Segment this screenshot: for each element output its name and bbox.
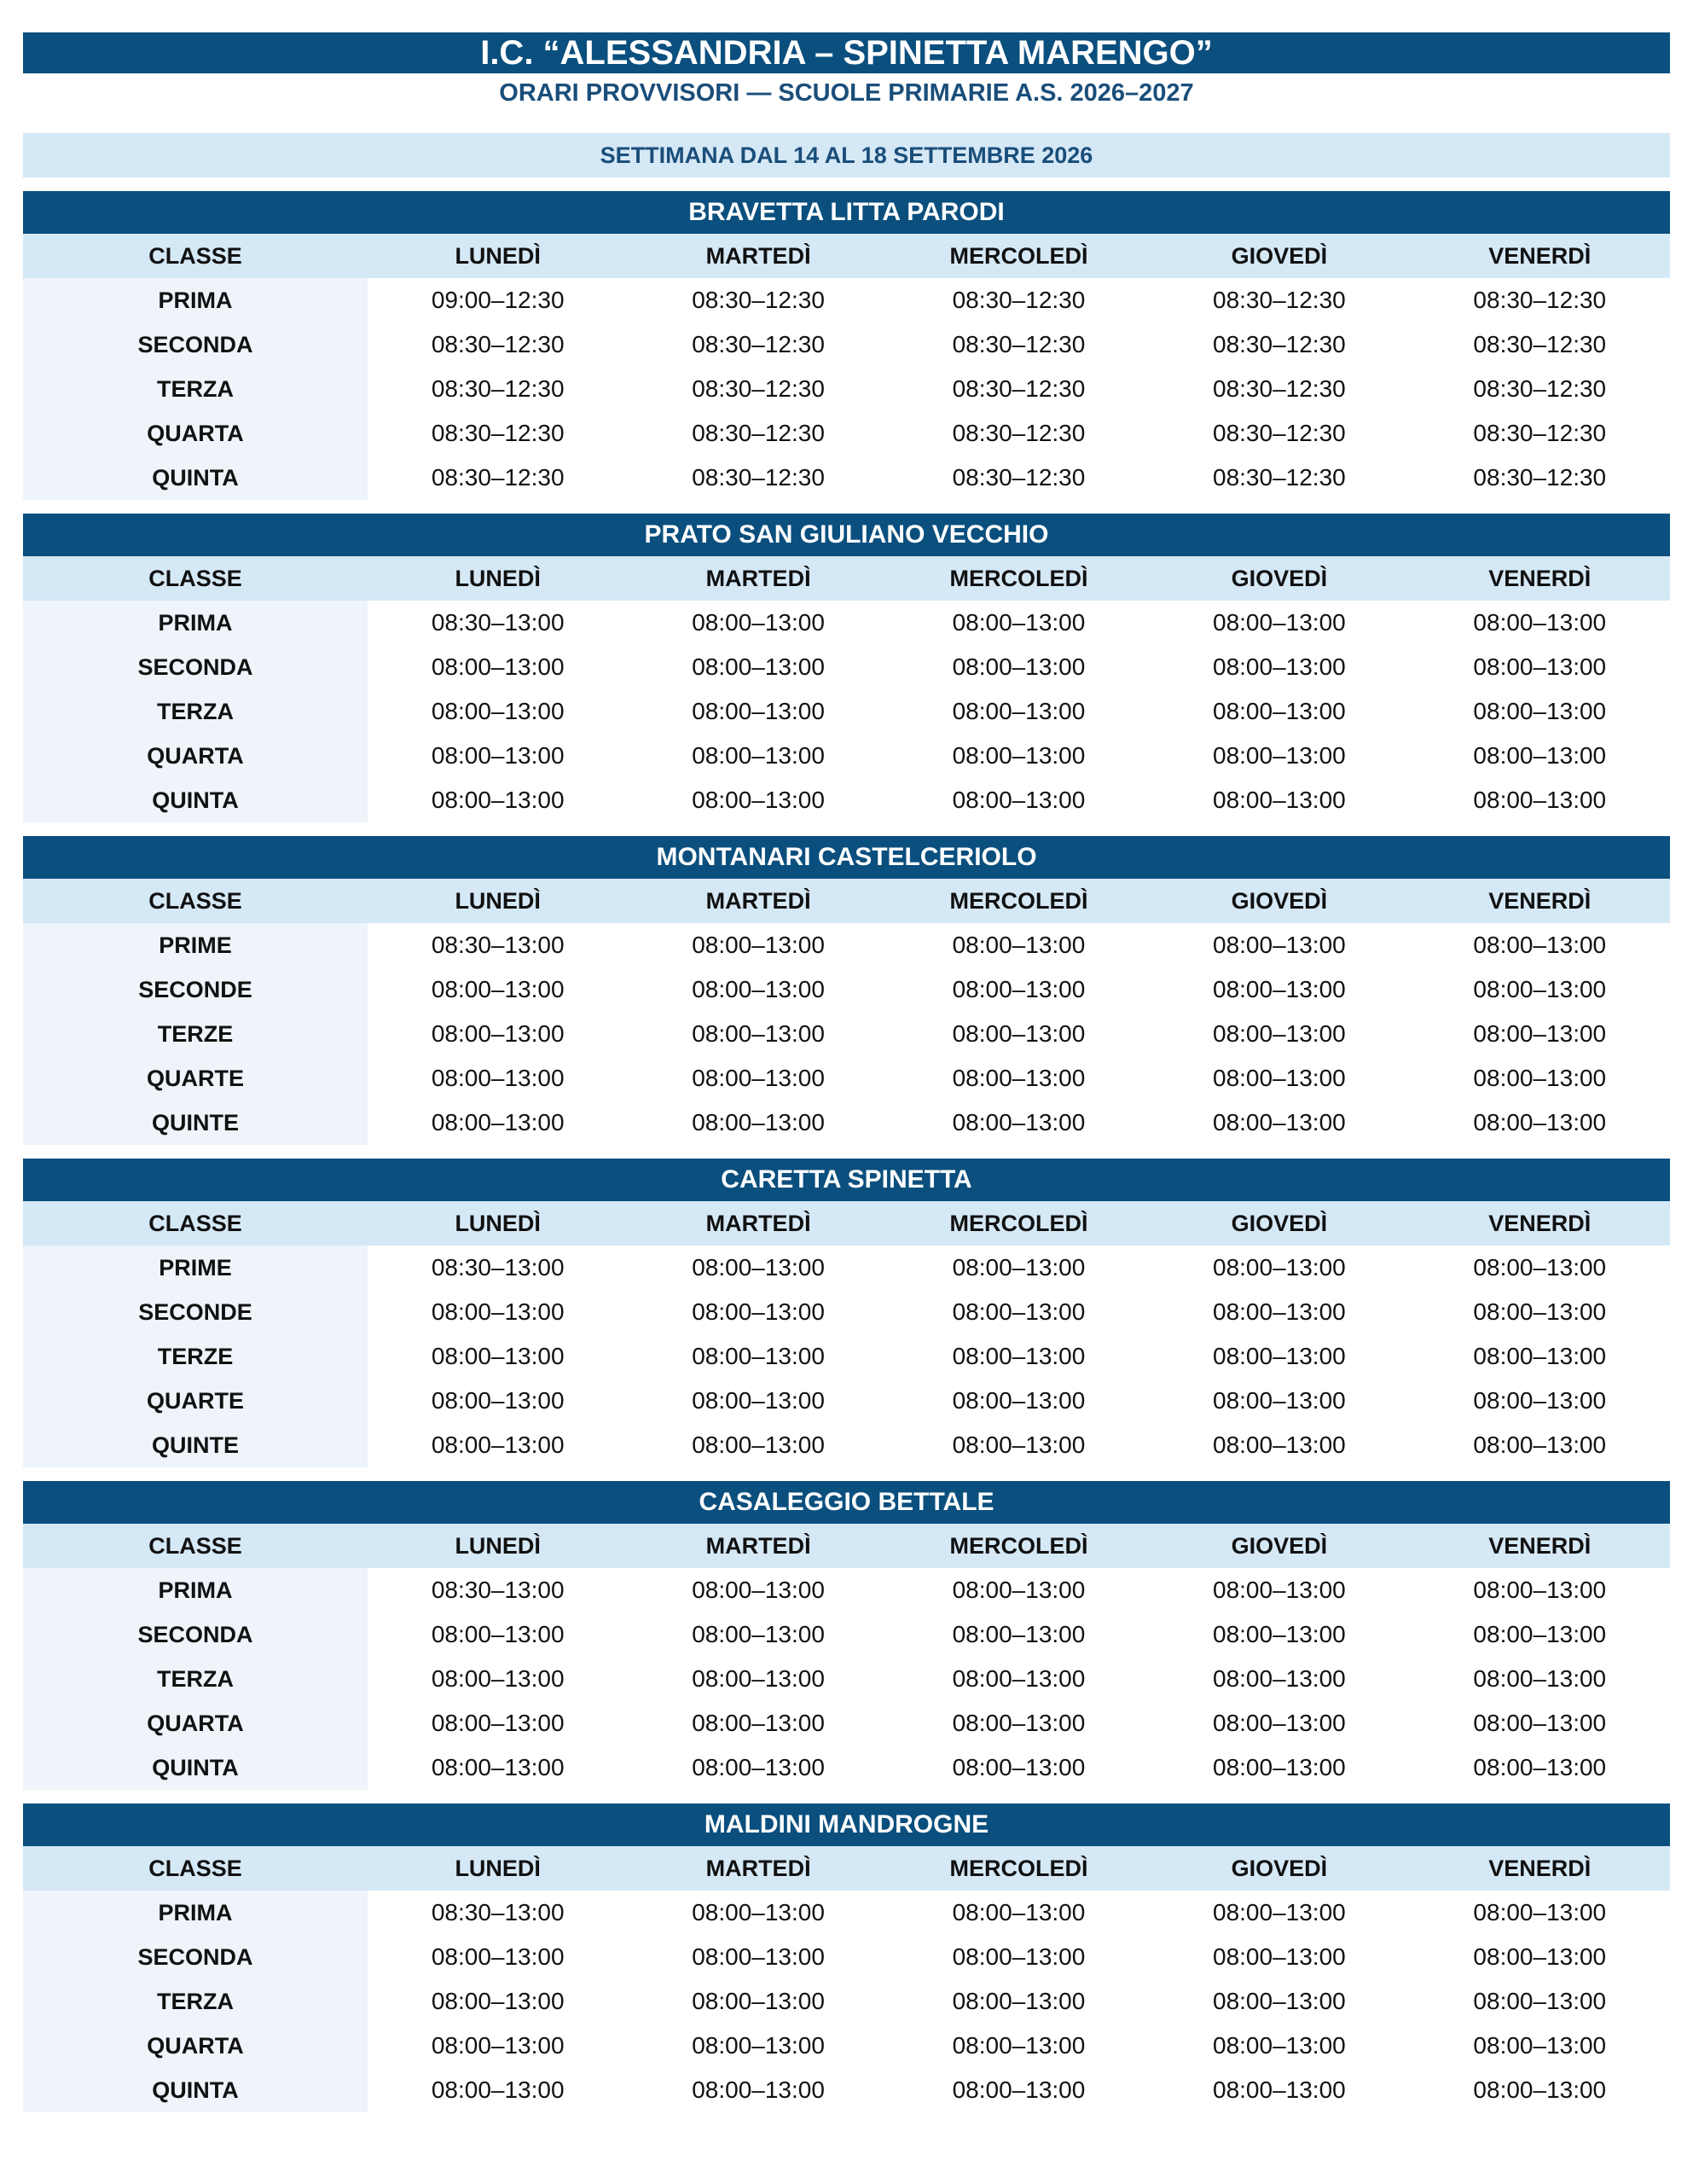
class-name-cell: QUINTA xyxy=(23,456,368,500)
class-name-cell: PRIMA xyxy=(23,1568,368,1612)
time-cell: 08:00–13:00 xyxy=(952,698,1086,724)
time-cell: 08:00–13:00 xyxy=(952,932,1086,958)
table-row xyxy=(23,2068,1670,2112)
column-header-classe: CLASSE xyxy=(23,1524,368,1568)
column-header-day: MERCOLEDÌ xyxy=(889,1524,1149,1568)
time-cell: 08:30–13:00 xyxy=(431,609,565,636)
column-header-day: MERCOLEDÌ xyxy=(889,556,1149,601)
time-cell: 08:00–13:00 xyxy=(1213,976,1346,1002)
time-cell: 08:00–13:00 xyxy=(1213,609,1346,636)
table-row xyxy=(23,1246,1670,1290)
time-cell: 08:00–13:00 xyxy=(952,1387,1086,1414)
time-cell: 08:00–13:00 xyxy=(692,1387,825,1414)
column-header-day: GIOVEDÌ xyxy=(1149,1524,1409,1568)
schedule-table xyxy=(23,556,1670,822)
time-cell: 08:00–13:00 xyxy=(431,2077,565,2103)
time-cell: 08:00–13:00 xyxy=(1213,1020,1346,1047)
time-cell: 08:00–13:00 xyxy=(1473,1387,1607,1414)
time-cell: 08:30–12:30 xyxy=(431,375,565,402)
school-section xyxy=(23,191,1670,500)
schedule-table xyxy=(23,1524,1670,1790)
school-name: CARETTA SPINETTA xyxy=(23,1159,1670,1201)
table-row xyxy=(23,322,1670,367)
class-name-cell: QUINTA xyxy=(23,1745,368,1790)
time-cell: 08:00–13:00 xyxy=(431,1298,565,1325)
class-name-cell: PRIMA xyxy=(23,278,368,322)
class-name-cell: TERZE xyxy=(23,1012,368,1056)
time-cell: 08:00–13:00 xyxy=(692,1343,825,1369)
class-name-cell: TERZA xyxy=(23,367,368,411)
time-cell: 08:00–13:00 xyxy=(952,1020,1086,1047)
time-cell: 08:00–13:00 xyxy=(431,1988,565,2014)
time-cell: 08:00–13:00 xyxy=(692,698,825,724)
time-cell: 08:00–13:00 xyxy=(1473,2032,1607,2059)
time-cell: 08:00–13:00 xyxy=(952,1254,1086,1281)
time-cell: 08:30–12:30 xyxy=(1473,464,1607,491)
table-row xyxy=(23,734,1670,778)
time-cell: 08:00–13:00 xyxy=(952,2077,1086,2103)
time-cell: 08:00–13:00 xyxy=(1213,1754,1346,1780)
column-header-day: VENERDÌ xyxy=(1410,556,1670,601)
time-cell: 08:00–13:00 xyxy=(692,1577,825,1603)
document-subtitle: ORARI PROVVISORI — SCUOLE PRIMARIE A.S. 2026–2027 xyxy=(499,79,1194,107)
class-name-cell: QUARTE xyxy=(23,1056,368,1101)
time-cell: 08:00–13:00 xyxy=(952,742,1086,769)
time-cell: 08:00–13:00 xyxy=(692,653,825,680)
time-cell: 08:00–13:00 xyxy=(431,1943,565,1970)
table-row xyxy=(23,1012,1670,1056)
time-cell: 08:00–13:00 xyxy=(1473,1899,1607,1926)
school-section xyxy=(23,836,1670,1145)
time-cell: 08:30–13:00 xyxy=(431,1577,565,1603)
time-cell: 08:30–12:30 xyxy=(431,420,565,446)
time-cell: 08:00–13:00 xyxy=(431,1065,565,1091)
time-cell: 08:00–13:00 xyxy=(1473,1665,1607,1692)
time-cell: 08:00–13:00 xyxy=(431,976,565,1002)
time-cell: 08:00–13:00 xyxy=(692,1254,825,1281)
time-cell: 08:00–13:00 xyxy=(692,932,825,958)
column-header-day: VENERDÌ xyxy=(1410,234,1670,278)
time-cell: 08:00–13:00 xyxy=(431,1621,565,1647)
time-cell: 08:00–13:00 xyxy=(431,1665,565,1692)
column-header-day: MARTEDÌ xyxy=(628,1846,888,1891)
school-section xyxy=(23,1159,1670,1467)
column-header-day: GIOVEDÌ xyxy=(1149,1201,1409,1246)
column-header-day: LUNEDÌ xyxy=(368,1846,628,1891)
table-row xyxy=(23,1101,1670,1145)
time-cell: 08:00–13:00 xyxy=(692,976,825,1002)
time-cell: 08:30–12:30 xyxy=(1473,287,1607,313)
week-banner: SETTIMANA DAL 14 AL 18 SETTEMBRE 2026 xyxy=(23,133,1670,177)
time-cell: 08:00–13:00 xyxy=(431,742,565,769)
time-cell: 08:30–12:30 xyxy=(952,331,1086,357)
time-cell: 08:30–13:00 xyxy=(431,1899,565,1926)
time-cell: 08:00–13:00 xyxy=(431,1432,565,1458)
time-cell: 08:30–12:30 xyxy=(952,464,1086,491)
time-cell: 08:30–12:30 xyxy=(952,375,1086,402)
table-row xyxy=(23,1612,1670,1657)
time-cell: 08:00–13:00 xyxy=(692,1988,825,2014)
time-cell: 08:00–13:00 xyxy=(952,1943,1086,1970)
time-cell: 08:00–13:00 xyxy=(1473,1432,1607,1458)
time-cell: 08:00–13:00 xyxy=(431,1343,565,1369)
column-header-day: VENERDÌ xyxy=(1410,1524,1670,1568)
time-cell: 08:00–13:00 xyxy=(1473,1710,1607,1736)
time-cell: 08:00–13:00 xyxy=(952,976,1086,1002)
class-name-cell: QUARTA xyxy=(23,2024,368,2068)
time-cell: 08:00–13:00 xyxy=(1213,1943,1346,1970)
time-cell: 08:00–13:00 xyxy=(692,1943,825,1970)
table-row xyxy=(23,411,1670,456)
column-header-day: GIOVEDÌ xyxy=(1149,234,1409,278)
time-cell: 08:00–13:00 xyxy=(952,1710,1086,1736)
time-cell: 08:30–12:30 xyxy=(692,331,825,357)
time-cell: 08:00–13:00 xyxy=(431,1387,565,1414)
class-name-cell: TERZE xyxy=(23,1334,368,1379)
time-cell: 08:00–13:00 xyxy=(431,1109,565,1136)
school-name: PRATO SAN GIULIANO VECCHIO xyxy=(23,514,1670,556)
class-name-cell: SECONDE xyxy=(23,1290,368,1334)
time-cell: 08:00–13:00 xyxy=(692,1065,825,1091)
time-cell: 08:30–12:30 xyxy=(1473,375,1607,402)
table-header-row xyxy=(23,879,1670,923)
time-cell: 08:00–13:00 xyxy=(692,1899,825,1926)
time-cell: 08:00–13:00 xyxy=(952,1754,1086,1780)
time-cell: 08:00–13:00 xyxy=(1473,932,1607,958)
time-cell: 08:00–13:00 xyxy=(692,1020,825,1047)
table-row xyxy=(23,1379,1670,1423)
time-cell: 08:30–12:30 xyxy=(431,464,565,491)
time-cell: 08:00–13:00 xyxy=(952,1899,1086,1926)
time-cell: 08:00–13:00 xyxy=(952,1298,1086,1325)
document-body xyxy=(23,32,1670,2112)
table-row xyxy=(23,1423,1670,1467)
time-cell: 08:00–13:00 xyxy=(952,1065,1086,1091)
school-name: MONTANARI CASTELCERIOLO xyxy=(23,836,1670,879)
time-cell: 08:00–13:00 xyxy=(692,1298,825,1325)
column-header-day: LUNEDÌ xyxy=(368,1524,628,1568)
class-name-cell: SECONDA xyxy=(23,645,368,689)
column-header-classe: CLASSE xyxy=(23,556,368,601)
table-row xyxy=(23,1979,1670,2024)
time-cell: 08:00–13:00 xyxy=(692,609,825,636)
column-header-day: MARTEDÌ xyxy=(628,234,888,278)
column-header-classe: CLASSE xyxy=(23,1201,368,1246)
time-cell: 08:00–13:00 xyxy=(1213,1432,1346,1458)
table-row xyxy=(23,1290,1670,1334)
time-cell: 08:00–13:00 xyxy=(1473,698,1607,724)
column-header-day: MARTEDÌ xyxy=(628,556,888,601)
class-name-cell: SECONDA xyxy=(23,1612,368,1657)
time-cell: 08:00–13:00 xyxy=(1473,1020,1607,1047)
table-header-row xyxy=(23,1846,1670,1891)
time-cell: 08:00–13:00 xyxy=(1473,787,1607,813)
class-name-cell: SECONDE xyxy=(23,967,368,1012)
time-cell: 08:00–13:00 xyxy=(692,2032,825,2059)
time-cell: 08:30–12:30 xyxy=(1213,420,1346,446)
time-cell: 08:30–12:30 xyxy=(692,375,825,402)
column-header-day: VENERDÌ xyxy=(1410,879,1670,923)
table-header-row xyxy=(23,234,1670,278)
time-cell: 08:00–13:00 xyxy=(1473,1988,1607,2014)
time-cell: 08:00–13:00 xyxy=(1473,1343,1607,1369)
column-header-day: LUNEDÌ xyxy=(368,1201,628,1246)
table-row xyxy=(23,367,1670,411)
table-header-row xyxy=(23,556,1670,601)
school-name: BRAVETTA LITTA PARODI xyxy=(23,191,1670,234)
time-cell: 08:30–13:00 xyxy=(431,1254,565,1281)
class-name-cell: PRIMA xyxy=(23,1891,368,1935)
time-cell: 08:00–13:00 xyxy=(431,698,565,724)
time-cell: 08:00–13:00 xyxy=(1213,1343,1346,1369)
time-cell: 08:00–13:00 xyxy=(1213,932,1346,958)
time-cell: 08:30–12:30 xyxy=(952,287,1086,313)
school-name: MALDINI MANDROGNE xyxy=(23,1804,1670,1846)
time-cell: 08:00–13:00 xyxy=(952,1343,1086,1369)
time-cell: 08:00–13:00 xyxy=(952,1109,1086,1136)
time-cell: 08:00–13:00 xyxy=(431,2032,565,2059)
time-cell: 08:30–12:30 xyxy=(1213,287,1346,313)
class-name-cell: QUARTA xyxy=(23,1701,368,1745)
schedule-table xyxy=(23,1846,1670,2112)
time-cell: 08:00–13:00 xyxy=(1213,1665,1346,1692)
table-row xyxy=(23,1745,1670,1790)
time-cell: 08:30–12:30 xyxy=(1213,375,1346,402)
time-cell: 08:00–13:00 xyxy=(431,1020,565,1047)
time-cell: 08:00–13:00 xyxy=(1213,1298,1346,1325)
time-cell: 08:30–12:30 xyxy=(692,420,825,446)
class-name-cell: QUINTE xyxy=(23,1101,368,1145)
table-row xyxy=(23,1568,1670,1612)
table-header-row xyxy=(23,1201,1670,1246)
time-cell: 08:30–12:30 xyxy=(692,464,825,491)
time-cell: 08:00–13:00 xyxy=(692,742,825,769)
time-cell: 08:00–13:00 xyxy=(1213,1254,1346,1281)
time-cell: 08:00–13:00 xyxy=(1473,1109,1607,1136)
class-name-cell: QUARTE xyxy=(23,1379,368,1423)
time-cell: 08:30–12:30 xyxy=(952,420,1086,446)
time-cell: 08:00–13:00 xyxy=(1473,1298,1607,1325)
class-name-cell: SECONDA xyxy=(23,1935,368,1979)
class-name-cell: PRIME xyxy=(23,923,368,967)
column-header-day: LUNEDÌ xyxy=(368,879,628,923)
class-name-cell: QUINTA xyxy=(23,778,368,822)
time-cell: 08:00–13:00 xyxy=(1473,1943,1607,1970)
table-row xyxy=(23,278,1670,322)
time-cell: 08:00–13:00 xyxy=(952,1577,1086,1603)
time-cell: 08:00–13:00 xyxy=(692,2077,825,2103)
time-cell: 08:30–12:30 xyxy=(692,287,825,313)
time-cell: 08:00–13:00 xyxy=(952,1432,1086,1458)
time-cell: 08:00–13:00 xyxy=(431,787,565,813)
schedule-table xyxy=(23,234,1670,500)
column-header-day: MARTEDÌ xyxy=(628,879,888,923)
time-cell: 08:30–12:30 xyxy=(1213,464,1346,491)
time-cell: 08:00–13:00 xyxy=(952,787,1086,813)
time-cell: 08:00–13:00 xyxy=(1213,1387,1346,1414)
time-cell: 08:00–13:00 xyxy=(1473,1754,1607,1780)
time-cell: 08:00–13:00 xyxy=(1213,1710,1346,1736)
class-name-cell: TERZA xyxy=(23,689,368,734)
table-row xyxy=(23,689,1670,734)
time-cell: 08:00–13:00 xyxy=(952,2032,1086,2059)
time-cell: 08:00–13:00 xyxy=(1473,1577,1607,1603)
column-header-classe: CLASSE xyxy=(23,879,368,923)
table-row xyxy=(23,645,1670,689)
time-cell: 08:00–13:00 xyxy=(1473,1254,1607,1281)
column-header-day: MERCOLEDÌ xyxy=(889,879,1149,923)
time-cell: 08:30–13:00 xyxy=(431,932,565,958)
class-name-cell: SECONDA xyxy=(23,322,368,367)
column-header-day: LUNEDÌ xyxy=(368,234,628,278)
column-header-day: VENERDÌ xyxy=(1410,1846,1670,1891)
time-cell: 08:00–13:00 xyxy=(692,1432,825,1458)
table-header-row xyxy=(23,1524,1670,1568)
class-name-cell: QUARTA xyxy=(23,411,368,456)
class-name-cell: TERZA xyxy=(23,1979,368,2024)
school-section xyxy=(23,1804,1670,2112)
time-cell: 08:00–13:00 xyxy=(1213,2077,1346,2103)
time-cell: 08:00–13:00 xyxy=(952,609,1086,636)
table-row xyxy=(23,778,1670,822)
time-cell: 08:00–13:00 xyxy=(1213,1577,1346,1603)
time-cell: 08:00–13:00 xyxy=(431,1710,565,1736)
table-row xyxy=(23,1056,1670,1101)
column-header-day: LUNEDÌ xyxy=(368,556,628,601)
time-cell: 08:00–13:00 xyxy=(1213,1899,1346,1926)
time-cell: 08:00–13:00 xyxy=(952,1988,1086,2014)
time-cell: 08:00–13:00 xyxy=(1213,653,1346,680)
time-cell: 08:30–12:30 xyxy=(1213,331,1346,357)
time-cell: 08:30–12:30 xyxy=(1473,331,1607,357)
table-row xyxy=(23,967,1670,1012)
column-header-day: GIOVEDÌ xyxy=(1149,1846,1409,1891)
column-header-day: VENERDÌ xyxy=(1410,1201,1670,1246)
time-cell: 08:00–13:00 xyxy=(431,653,565,680)
column-header-day: MARTEDÌ xyxy=(628,1201,888,1246)
time-cell: 08:00–13:00 xyxy=(1213,698,1346,724)
time-cell: 08:00–13:00 xyxy=(1213,1065,1346,1091)
time-cell: 08:00–13:00 xyxy=(692,1109,825,1136)
table-row xyxy=(23,1657,1670,1701)
school-section xyxy=(23,1481,1670,1790)
class-name-cell: PRIME xyxy=(23,1246,368,1290)
time-cell: 08:00–13:00 xyxy=(1213,1109,1346,1136)
time-cell: 08:00–13:00 xyxy=(692,1665,825,1692)
table-row xyxy=(23,1891,1670,1935)
class-name-cell: QUARTA xyxy=(23,734,368,778)
document-title: I.C. “ALESSANDRIA – SPINETTA MARENGO” xyxy=(23,32,1670,73)
time-cell: 08:00–13:00 xyxy=(692,787,825,813)
time-cell: 08:00–13:00 xyxy=(1473,1065,1607,1091)
time-cell: 08:30–12:30 xyxy=(431,331,565,357)
time-cell: 08:00–13:00 xyxy=(1473,1621,1607,1647)
table-row xyxy=(23,2024,1670,2068)
table-row xyxy=(23,1935,1670,1979)
column-header-day: MARTEDÌ xyxy=(628,1524,888,1568)
table-row xyxy=(23,601,1670,645)
time-cell: 08:00–13:00 xyxy=(1213,1988,1346,2014)
time-cell: 08:00–13:00 xyxy=(1213,742,1346,769)
schedule-table xyxy=(23,879,1670,1145)
time-cell: 08:00–13:00 xyxy=(1473,976,1607,1002)
column-header-day: MERCOLEDÌ xyxy=(889,1201,1149,1246)
time-cell: 08:00–13:00 xyxy=(431,1754,565,1780)
time-cell: 08:00–13:00 xyxy=(1473,2077,1607,2103)
school-name: CASALEGGIO BETTALE xyxy=(23,1481,1670,1524)
class-name-cell: QUINTE xyxy=(23,1423,368,1467)
table-row xyxy=(23,456,1670,500)
class-name-cell: TERZA xyxy=(23,1657,368,1701)
time-cell: 08:00–13:00 xyxy=(1473,742,1607,769)
table-row xyxy=(23,1701,1670,1745)
time-cell: 08:30–12:30 xyxy=(1473,420,1607,446)
column-header-day: MERCOLEDÌ xyxy=(889,234,1149,278)
time-cell: 08:00–13:00 xyxy=(692,1710,825,1736)
time-cell: 08:00–13:00 xyxy=(1213,2032,1346,2059)
table-row xyxy=(23,923,1670,967)
column-header-classe: CLASSE xyxy=(23,1846,368,1891)
column-header-day: GIOVEDÌ xyxy=(1149,879,1409,923)
time-cell: 08:00–13:00 xyxy=(692,1621,825,1647)
time-cell: 08:00–13:00 xyxy=(952,1621,1086,1647)
school-section xyxy=(23,514,1670,822)
schools-container xyxy=(23,191,1670,2112)
time-cell: 08:00–13:00 xyxy=(952,653,1086,680)
time-cell: 08:00–13:00 xyxy=(1473,609,1607,636)
time-cell: 08:00–13:00 xyxy=(1213,787,1346,813)
class-name-cell: QUINTA xyxy=(23,2068,368,2112)
time-cell: 08:00–13:00 xyxy=(1473,653,1607,680)
schedule-table xyxy=(23,1201,1670,1467)
column-header-classe: CLASSE xyxy=(23,234,368,278)
class-name-cell: PRIMA xyxy=(23,601,368,645)
time-cell: 08:00–13:00 xyxy=(952,1665,1086,1692)
time-cell: 08:00–13:00 xyxy=(692,1754,825,1780)
column-header-day: GIOVEDÌ xyxy=(1149,556,1409,601)
time-cell: 08:00–13:00 xyxy=(1213,1621,1346,1647)
time-cell: 09:00–12:30 xyxy=(431,287,565,313)
column-header-day: MERCOLEDÌ xyxy=(889,1846,1149,1891)
table-row xyxy=(23,1334,1670,1379)
